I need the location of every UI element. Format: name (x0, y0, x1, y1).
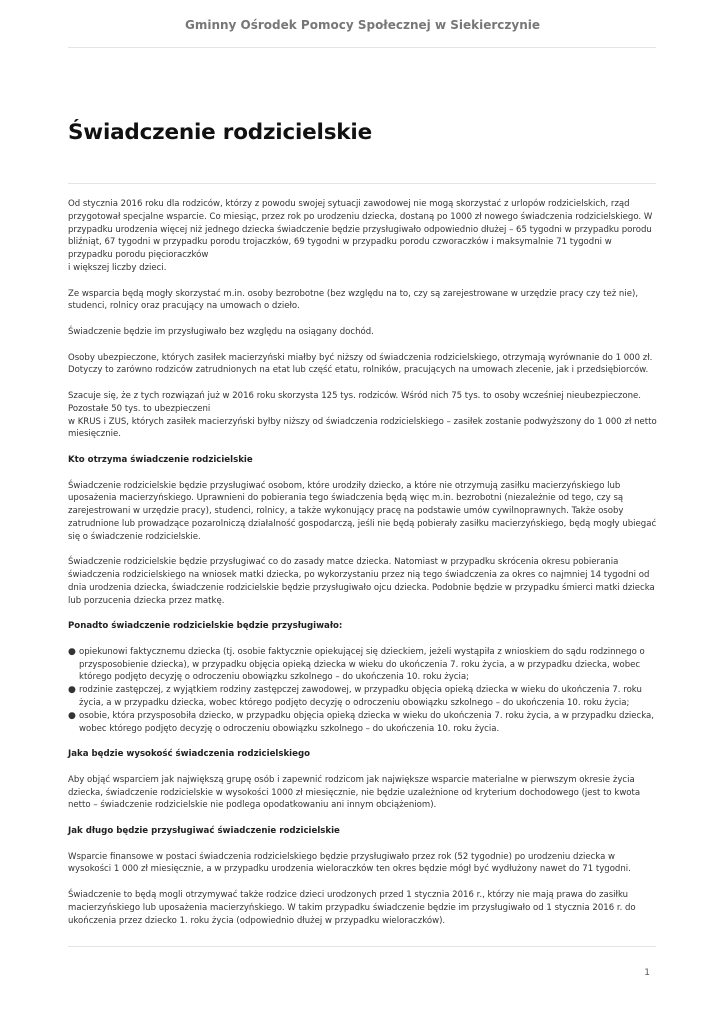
intro-paragraph-5-line-1: Szacuje się, że z tych rozwiązań już w 2016 roku skorzysta 125 tys. rodziców. Wśród nich 75 tys. to osoby wcześniej nieubezpieczone. Pozostałe 50 tys. to ubezpieczeni (68, 390, 642, 414)
intro-paragraph-2: Ze wsparcia będą mogły skorzystać m.in. osoby bezrobotne (bez względu na to, czy są zarejestrowane w urzędzie pracy czy też nie), studenci, rolnicy oraz pracujący na umowach o dzieło. (68, 288, 639, 312)
footer-divider (68, 946, 656, 947)
article-body (68, 198, 658, 940)
section-heading-who: Kto otrzyma świadczenie rodzicielskie (68, 454, 253, 465)
list-item-text: osobie, która przysposobiła dziecko, w przypadku objęcia opieką dziecka w wieku do ukończenia 7. roku życia, a w przypadku dziecka, wobec którego podjęto decyzję o odroczeniu obowiązku szkolnego – do ukończenia 10. roku życia. (79, 710, 655, 734)
page-number: 1 (644, 968, 650, 978)
who-paragraph-2: Świadczenie rodzicielskie będzie przysługiwać co do zasady matce dziecka. Natomiast w przypadku skrócenia okresu pobierania świadczenia rodzicielskiego na wniosek matki dziecka, po wykorzystaniu przez nią tego świadczenia za okres co najmniej 14 tygodni od dnia urodzenia dziecka, świadczenie rodzicielskie będzie przysługiwało ojcu dziecka. Podobnie będzie w przypadku śmierci matki dziecka lub porzucenia dziecka przez matkę. (68, 557, 655, 606)
section-heading-duration: Jak długo będzie przysługiwać świadczenie rodzicielskie (68, 826, 340, 837)
site-title: Gminny Ośrodek Pomocy Społecznej w Siekierczynie (184, 18, 540, 32)
who-paragraph-1: Świadczenie rodzicielskie będzie przysługiwać osobom, które urodziły dziecko, a które nie otrzymują zasiłku macierzyńskiego lub uposażenia macierzyńskiego. Uprawnieni do pobierania tego świadczenia będą więc m.in. bezrobotni (niezależnie od tego, czy są zarejestrowani w urzędzie pracy), studenci, rolnicy, a także wykonujący pracę na podstawie umów cywilnoprawnych. Także osoby zatrudnione lub prowadzące pozarolniczą działalność gospodarczą, jeśli nie będą pobierały zasiłku macierzyńskiego, będą mogły ubiegać się o świadczenie rodzicielskie. (68, 480, 657, 542)
intro-paragraph-5-line-2: w KRUS i ZUS, których zasiłek macierzyński byłby niższy od świadczenia rodzicielskiego – zasiłek zostanie podwyższony do 1 000 zł netto miesięcznie. (68, 416, 657, 440)
duration-paragraph-2: Świadczenie to będą mogli otrzymywać także rodzice dzieci urodzonych przed 1 stycznia 2016 r., którzy nie mają prawa do zasiłku macierzyńskiego lub uposażenia macierzyńskiego. W takim przypadku świadczenie będzie im przysługiwało od 1 stycznia 2016 r. do ukończenia przez dziecko 1. roku życia (odpowiednio dłużej w przypadku wieloraczków). (68, 890, 636, 926)
eligibility-list (68, 646, 658, 736)
list-item (68, 646, 658, 684)
duration-paragraph-1: Wsparcie finansowe w postaci świadczenia rodzicielskiego będzie przysługiwało przez rok (52 tygodnie) po urodzeniu dziecka w wysokości 1 000 zł miesięcznie, a w przypadku urodzenia wieloraczków ten okres będzie mógł być wydłużony nawet do 71 tygodni. (68, 851, 631, 875)
list-item-text: rodzinie zastępczej, z wyjątkiem rodziny zastępczej zawodowej, w przypadku objęcia opieką dziecka w wieku do ukończenia 7. roku życia, a w przypadku dziecka, wobec którego podjęto decyzję o odroczeniu obowiązku szkolnego – do ukończenia 10. roku życia; (79, 685, 642, 709)
bullet-icon: ● (68, 685, 76, 696)
list-item (68, 684, 658, 710)
bullet-icon: ● (68, 646, 76, 657)
header-divider (68, 47, 656, 48)
list-item-text: opiekunowi faktycznemu dziecka (tj. osobie faktycznie opiekującej się dzieckiem, jeżeli wystąpiła z wnioskiem do sądu rodzinnego o przysposobienie dziecka), w przypadku objęcia opieką dziecka w wieku do ukończenia 7. roku życia, a w przypadku dziecka, wobec którego podjęto decyzję o odroczeniu obowiązku szkolnego – do ukończenia 10. roku życia; (79, 646, 645, 683)
title-divider (68, 183, 656, 184)
section-heading-amount: Jaka będzie wysokość świadczenia rodzicielskiego (68, 749, 310, 760)
bullet-icon: ● (68, 710, 76, 721)
intro-paragraph-3: Świadczenie będzie im przysługiwało bez względu na osiągany dochód. (68, 326, 374, 337)
intro-paragraph-1 (68, 198, 658, 275)
intro-paragraph-5 (68, 390, 658, 441)
amount-paragraph-1: Aby objąć wsparciem jak największą grupę osób i zapewnić rodzicom jak największe wsparcie materialne w pierwszym okresie życia dziecka, świadczenie rodzicielskie w wysokości 1000 zł miesięcznie, nie będzie uzależnione od kryterium dochodowego (jest to kwota netto – świadczenie rodzicielskie nie podlega opodatkowaniu ani innym obciążeniom). (68, 774, 641, 811)
intro-paragraph-1-line-1: Od stycznia 2016 roku dla rodziców, którzy z powodu swojej sytuacji zawodowej nie mogą skorzystać z urlopów rodzicielskich, rząd przygotował specjalne wsparcie. Co miesiąc, przez rok po urodzeniu dziecka, dostaną po 1000 zł nowego świadczenia rodzicielskiego. W przypadku urodzenia więcej niż jednego dziecka świadczenie będzie przysługiwało odpowiednio dłużej – 65 tygodni w przypadku porodu bliźniąt, 67 tygodni w przypadku porodu trojaczków, 69 tygodni w przypadku porodu czworaczków i maksymalnie 71 tygodni w przypadku porodu pięcioraczków (68, 199, 653, 261)
section-heading-also: Ponadto świadczenie rodzicielskie będzie przysługiwało: (68, 621, 343, 632)
intro-paragraph-1-line-2: i większej liczby dzieci. (68, 262, 167, 273)
list-item (68, 710, 658, 736)
intro-paragraph-4: Osoby ubezpieczone, których zasiłek macierzyński miałby być niższy od świadczenia rodzicielskiego, otrzymają wyrównanie do 1 000 zł. Dotyczy to zarówno rodziców zatrudnionych na etat lub część etatu, rolników, pracujących na umowach zlecenie, jak i przedsiębiorców. (68, 352, 653, 376)
page-title: Świadczenie rodzicielskie (68, 120, 372, 145)
